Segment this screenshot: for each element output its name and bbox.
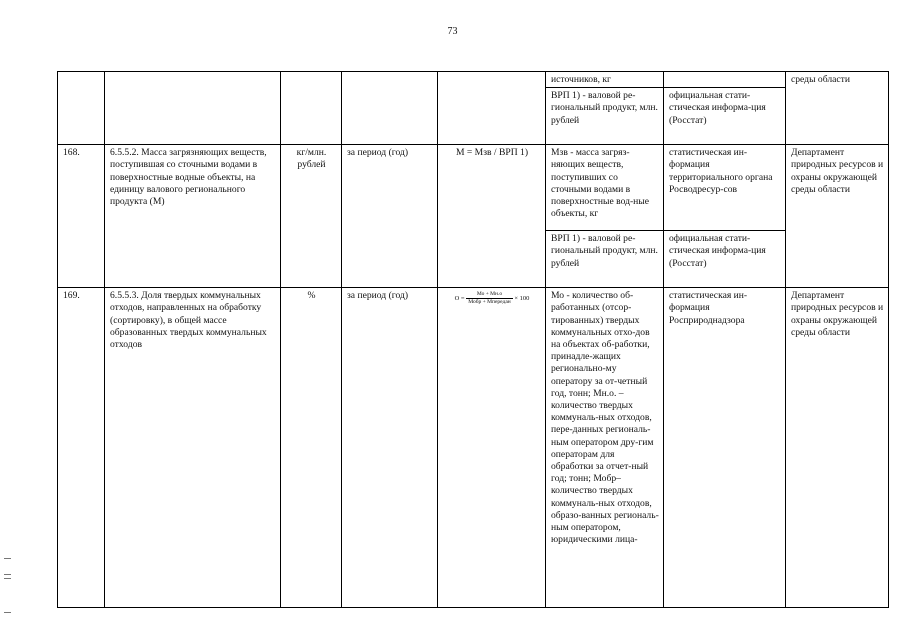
period-cell [342, 72, 438, 145]
table-row [58, 72, 889, 88]
row-number-cell: 168. [58, 145, 105, 288]
description-cell: источников, кг [546, 72, 664, 88]
source-cell: официальная стати-стическая информа-ция (Росстат) [664, 231, 786, 288]
description-cell: Мо - количество об-работанных (отсор-тированных) твердых коммунальных отхо-дов на объектах об-работки, принадле-жащих регионально-му оператору за от-четный год, тонн; Мн.о. – количество твердых коммуналь-ных отходов, пере-данных региональ-ным оператором дру-гим операторам для обработки за отчет-ный год; тонн; Мобр– количество твердых коммуналь-ных отходов, образо-ванных региональ-ным оператором, юридическими лица- [546, 288, 664, 608]
description-cell: ВРП 1) - валовой ре-гиональный продукт, млн. рублей [546, 88, 664, 145]
formula-cell: М = Мзв / ВРП 1) [438, 145, 546, 288]
row-number-cell [58, 72, 105, 145]
unit-cell: % [281, 288, 342, 608]
source-cell [664, 72, 786, 88]
source-cell: официальная стати-стическая информа-ция (Росстат) [664, 88, 786, 145]
indicator-name-cell: 6.5.5.2. Масса загрязняющих веществ, поступившая со сточными водами в поверхностные водные объекты, на единицу валового регионального продукта (М) [105, 145, 281, 288]
department-cell: Департамент природных ресурсов и охраны окружающей среды области [786, 288, 889, 608]
row-number-cell: 169. [58, 288, 105, 608]
margin-mark [4, 612, 11, 613]
period-cell: за период (год) [342, 288, 438, 608]
source-cell: статистическая ин-формация территориального органа Росводресур-сов [664, 145, 786, 231]
indicator-name-cell [105, 72, 281, 145]
margin-mark [4, 574, 11, 575]
indicator-table [57, 71, 889, 608]
period-cell: за период (год) [342, 145, 438, 288]
margin-mark [4, 558, 11, 559]
formula-cell [438, 288, 546, 608]
unit-cell [281, 72, 342, 145]
description-cell: ВРП 1) - валовой ре-гиональный продукт, млн. рублей [546, 231, 664, 288]
table-row [58, 288, 889, 608]
table-row [58, 145, 889, 231]
share-formula: О = $\frac{Мо + Мн.о}{\text{Мобр + Мпередан}}$ × 100 [454, 291, 530, 306]
page-number: 73 [447, 26, 458, 37]
department-cell: среды области [786, 72, 889, 145]
description-cell: Мзв - масса загряз-няющих веществ, поступивших со сточными водами в поверхностные вод-ные объекты, кг [546, 145, 664, 231]
source-cell: статистическая ин-формация Росприроднадзора [664, 288, 786, 608]
department-cell: Департамент природных ресурсов и охраны окружающей среды области [786, 145, 889, 288]
indicator-name-cell: 6.5.5.3. Доля твердых коммунальных отходов, направленных на обработку (сортировку), в общей массе образованных твердых коммунальных отходов [105, 288, 281, 608]
unit-cell: кг/млн. рублей [281, 145, 342, 288]
formula-fraction: $\frac{Мо + Мн.о}{\text{Мобр + Мпередан}}$ [468, 291, 511, 306]
formula-cell [438, 72, 546, 145]
margin-mark [4, 578, 11, 579]
